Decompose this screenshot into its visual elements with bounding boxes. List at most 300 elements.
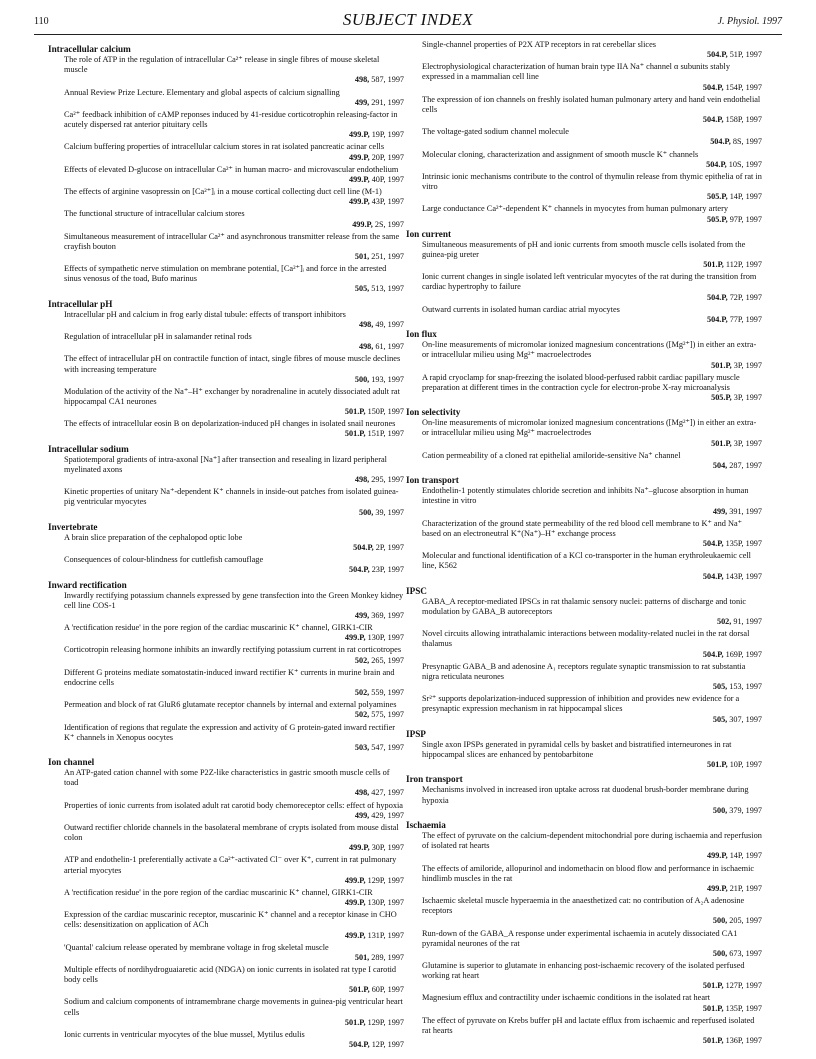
index-entry <box>64 645 404 665</box>
index-entry <box>64 187 404 207</box>
entry-page-year: 205, 1997 <box>729 916 762 926</box>
entry-reference <box>422 439 762 449</box>
entry-volume: 498, <box>358 342 374 352</box>
section-heading: IPSP <box>406 728 426 739</box>
entry-volume: 505.P, <box>707 192 728 202</box>
entry-volume: 499.P, <box>352 219 373 229</box>
index-entry <box>64 487 404 517</box>
entry-title: A 'rectification residue' in the pore region of the cardiac muscarinic K⁺ channel, GIRK1-CIR <box>64 887 373 897</box>
entry-reference <box>64 843 404 853</box>
index-entry <box>64 910 404 940</box>
entry-volume: 501.P, <box>711 438 732 448</box>
section-heading: Ion transport <box>406 475 459 486</box>
entry-volume: 499.P, <box>349 843 370 853</box>
entry-volume: 504.P, <box>707 292 728 302</box>
index-entry <box>422 40 762 60</box>
entry-volume: 499.P, <box>344 633 366 643</box>
entry-page-year: 193, 1997 <box>371 374 404 384</box>
entry-title: Novel circuits allowing intrathalamic interactions between modality-related nuclei in the rat dorsal thalamus <box>422 629 750 649</box>
entry-volume: 504.P, <box>702 571 724 581</box>
entry-reference <box>422 981 762 991</box>
entry-reference <box>64 98 404 108</box>
entry-reference <box>64 931 404 941</box>
entry-title: An ATP-gated cation channel with some P2Z-like characteristics in gastric smooth muscle cells of toad <box>64 768 390 788</box>
entry-reference <box>64 130 404 140</box>
entry-title: A rapid cryoclamp for snap-freezing the isolated blood-perfused rabbit cardiac papillary muscle preparation at different times in the contraction cycle for electron-probe X-ray microanalysis <box>422 372 740 392</box>
entry-volume: 498, <box>358 319 374 329</box>
index-entry <box>64 768 404 798</box>
entry-reference <box>64 153 404 163</box>
entry-volume: 501.P, <box>702 1003 724 1013</box>
entry-volume: 499.P, <box>349 130 370 140</box>
index-entry <box>64 88 404 108</box>
entry-volume: 501.P, <box>711 360 732 370</box>
entry-reference <box>64 688 404 698</box>
entry-volume: 504.P, <box>702 539 724 549</box>
entry-reference <box>64 342 404 352</box>
index-entry <box>422 204 762 224</box>
entry-volume: 499, <box>354 610 370 620</box>
index-entry <box>64 1030 404 1050</box>
index-entry <box>64 165 404 185</box>
entry-reference <box>422 572 762 582</box>
entry-reference <box>64 220 404 230</box>
index-entry <box>64 668 404 698</box>
entry-page-year: 3P, 1997 <box>733 360 762 370</box>
entry-page-year: 151P, 1997 <box>367 429 404 439</box>
entry-title: Properties of ionic currents from isolated adult rat carotid body chemoreceptor cells: effect of hypoxia <box>64 800 403 810</box>
entry-title: Corticotropin releasing hormone inhibits an inwardly rectifying potassium current in rat corticotropes <box>64 645 402 655</box>
entry-page-year: 143P, 1997 <box>725 571 762 581</box>
entry-page-year: 8S, 1997 <box>732 137 762 147</box>
entry-title: Ionic current changes in single isolated left ventricular myocytes of the rat during the transition from cardiac hypertrophy to failure <box>422 272 757 292</box>
entry-volume: 499, <box>712 506 728 516</box>
entry-title: Outward rectifier chloride channels in the basolateral membrane of crypts isolated from mouse distal colon <box>64 822 399 843</box>
entry-volume: 499, <box>354 810 370 820</box>
entry-reference <box>64 953 404 963</box>
entry-page-year: 39, 1997 <box>375 507 404 517</box>
entry-title: Spatiotemporal gradients of intra-axonal [Na⁺] after transection and resealing in lizard peripheral myelinated axons <box>64 454 387 474</box>
entry-title: Run-down of the GABA_A response under experimental ischaemia in acutely dissociated CA1 pyramidal neurones of the rat <box>422 928 738 948</box>
entry-title: The voltage-gated sodium channel molecule <box>422 127 569 137</box>
entry-reference <box>64 75 404 85</box>
index-entry <box>422 551 762 581</box>
index-entry <box>64 310 404 330</box>
section-heading: Invertebrate <box>48 521 98 532</box>
section-heading: Intracellular sodium <box>48 443 129 454</box>
index-entry <box>64 997 404 1027</box>
entry-volume: 499.P, <box>349 174 370 184</box>
index-entry <box>422 597 762 627</box>
index-entry <box>422 95 762 125</box>
entry-volume: 500, <box>712 948 728 958</box>
entry-reference <box>422 884 762 894</box>
entry-reference <box>422 1004 762 1014</box>
entry-reference <box>64 508 404 518</box>
entry-reference <box>64 175 404 185</box>
entry-reference <box>64 633 404 643</box>
entry-page-year: 131P, 1997 <box>367 930 404 940</box>
entry-volume: 501.P, <box>703 260 724 270</box>
entry-page-year: 287, 1997 <box>729 460 762 470</box>
entry-reference <box>64 407 404 417</box>
entry-page-year: 429, 1997 <box>371 810 404 820</box>
index-entry <box>422 127 762 147</box>
section-heading: Ion current <box>406 228 451 239</box>
entry-volume: 501.P, <box>702 981 724 991</box>
index-entry <box>64 801 404 821</box>
index-entry <box>422 418 762 448</box>
section-heading: Ion flux <box>406 329 437 340</box>
entry-volume: 504.P, <box>349 1040 370 1050</box>
entry-reference <box>64 252 404 262</box>
entry-volume: 505, <box>712 714 728 724</box>
index-entry <box>64 533 404 553</box>
entry-volume: 501.P, <box>344 429 366 439</box>
entry-page-year: 135P, 1997 <box>725 539 762 549</box>
index-entry <box>422 451 762 471</box>
entry-page-year: 10S, 1997 <box>728 159 762 169</box>
entry-title: Molecular cloning, characterization and assignment of smooth muscle K⁺ channels <box>422 149 699 159</box>
entry-page-year: 154P, 1997 <box>725 82 762 92</box>
entry-title: 'Quantal' calcium release operated by membrane voltage in frog skeletal muscle <box>64 942 329 952</box>
entry-title: Simultaneous measurements of pH and ionic currents from smooth muscle cells isolated from the guinea-pig ureter <box>422 239 746 259</box>
entry-page-year: 77P, 1997 <box>729 314 762 324</box>
left-column <box>48 40 404 1052</box>
entry-volume: 504.P, <box>702 649 724 659</box>
entry-volume: 501.P, <box>707 760 728 770</box>
entry-reference <box>64 1018 404 1028</box>
entry-title: On-line measurements of micromolar ionized magnesium concentrations ([Mg²⁺]) in either an extra- or intracellular milieu using Mg²⁺ macroelectrodes <box>422 418 757 438</box>
entry-title: Inwardly rectifying potassium channels expressed by gene transfection into the Green Monkey kidney cell line COS-1 <box>64 590 404 610</box>
entry-volume: 504.P, <box>349 565 370 575</box>
entry-page-year: 289, 1997 <box>371 952 404 962</box>
entry-volume: 500, <box>354 374 370 384</box>
entry-page-year: 61, 1997 <box>375 342 404 352</box>
index-entry <box>64 823 404 853</box>
entry-title: Molecular and functional identification of a KCl co-transporter in the human erythroleukaemic cell line, K562 <box>422 551 751 571</box>
entry-page-year: 427, 1997 <box>371 788 404 798</box>
index-entry <box>64 723 404 753</box>
entry-page-year: 30P, 1997 <box>371 843 404 853</box>
entry-reference <box>422 393 762 403</box>
entry-volume: 505, <box>712 682 728 692</box>
entry-title: The effects of arginine vasopressin on [Ca²⁺]ᵢ in a mouse cortical collecting duct cell line (M-1) <box>64 187 382 197</box>
entry-volume: 504.P, <box>707 50 728 60</box>
page-number: 110 <box>34 16 49 27</box>
entry-title: Outward currents in isolated human cardiac atrial myocytes <box>422 304 620 314</box>
entry-title: Different G proteins mediate somatostatin-induced inward rectifier K⁺ currents in murine brain and endocrine cells <box>64 667 395 687</box>
entry-title: Multiple effects of nordihydroguaiaretic acid (NDGA) on ionic currents in isolated rat type I carotid body cells <box>64 964 397 985</box>
entry-volume: 504.P, <box>702 115 724 125</box>
entry-title: The effects of amiloride, allopurinol and indomethacin on blood flow and performance in ischaemic hindlimb muscles in the rat <box>422 863 755 883</box>
entry-page-year: 49, 1997 <box>375 319 404 329</box>
index-entry <box>64 232 404 262</box>
entry-reference <box>422 83 762 93</box>
entry-title: Consequences of colour-blindness for cuttlefish camouflage <box>64 555 264 565</box>
entry-reference <box>64 475 404 485</box>
entry-reference <box>422 715 762 725</box>
entry-page-year: 130P, 1997 <box>367 898 404 908</box>
index-entry <box>422 864 762 894</box>
entry-reference <box>422 539 762 549</box>
entry-page-year: 169P, 1997 <box>725 649 762 659</box>
entry-volume: 500, <box>712 805 728 815</box>
entry-reference <box>64 565 404 575</box>
entry-page-year: 547, 1997 <box>371 742 404 752</box>
entry-page-year: 587, 1997 <box>371 75 404 85</box>
index-entry <box>64 110 404 140</box>
entry-volume: 505.P, <box>707 214 728 224</box>
index-entry <box>422 896 762 926</box>
entry-page-year: 23P, 1997 <box>371 565 404 575</box>
index-entry <box>422 62 762 92</box>
index-entry <box>422 486 762 516</box>
index-entry <box>64 387 404 417</box>
entry-volume: 499.P, <box>707 883 728 893</box>
entry-volume: 505, <box>354 284 370 294</box>
index-entry <box>64 455 404 485</box>
entry-title: Annual Review Prize Lecture. Elementary and global aspects of calcium signalling <box>64 87 340 97</box>
entry-page-year: 150P, 1997 <box>367 407 404 417</box>
entry-reference <box>422 361 762 371</box>
entry-page-year: 130P, 1997 <box>367 633 404 643</box>
entry-page-year: 251, 1997 <box>371 251 404 261</box>
entry-title: Single-channel properties of P2X ATP receptors in rat cerebellar slices <box>422 40 657 49</box>
entry-page-year: 60P, 1997 <box>371 985 404 995</box>
entry-reference <box>64 429 404 439</box>
index-entry <box>64 855 404 885</box>
entry-title: Endothelin-1 potently stimulates chloride secretion and inhibits Na⁺–glucose absorption in human intestine in vitro <box>422 486 749 506</box>
entry-reference <box>64 985 404 995</box>
section-heading: Intracellular calcium <box>48 44 131 54</box>
index-entry <box>422 662 762 692</box>
entry-title: Modulation of the activity of the Na⁺–H⁺ exchanger by noradrenaline in acutely dissociated adult rat hippocampal CA1 neurones <box>64 386 400 406</box>
entry-reference <box>64 320 404 330</box>
entry-page-year: 51P, 1997 <box>729 50 762 60</box>
section-heading: Ion selectivity <box>406 407 461 418</box>
entry-title: Simultaneous measurement of intracellular Ca²⁺ and asynchronous transmitter release from the same crayfish bouton <box>64 231 400 251</box>
index-entry <box>422 629 762 659</box>
entry-title: Single axon IPSPs generated in pyramidal cells by basket and bistratified interneurones in rat hippocampal slices are enhanced by pentobarbitone <box>422 739 732 759</box>
index-entry <box>64 354 404 384</box>
entry-reference <box>64 197 404 207</box>
entry-reference <box>422 916 762 926</box>
entry-title: The role of ATP in the regulation of intracellular Ca²⁺ release in single fibres of mouse skeletal muscle <box>64 55 380 75</box>
entry-volume: 499.P, <box>344 898 366 908</box>
entry-reference <box>64 743 404 753</box>
entry-volume: 499.P, <box>349 197 370 207</box>
entry-page-year: 3P, 1997 <box>733 393 762 402</box>
index-entry <box>422 929 762 959</box>
entry-reference <box>422 461 762 471</box>
entry-title: Calcium buffering properties of intracellular calcium stores in rat isolated pancreatic acinar cells <box>64 142 385 152</box>
entry-reference <box>64 284 404 294</box>
entry-page-year: 112P, 1997 <box>725 260 762 270</box>
entry-volume: 499.P, <box>344 875 366 885</box>
entry-volume: 500, <box>712 916 728 926</box>
entry-volume: 504.P, <box>353 543 374 553</box>
entry-title: Cation permeability of a cloned rat epithelial amiloride-sensitive Na⁺ channel <box>422 450 681 460</box>
entry-page-year: 97P, 1997 <box>729 214 762 224</box>
entry-title: The effect of pyruvate on Krebs buffer pH and lactate efflux from ischaemic and reperfused isolated rat hearts <box>422 1015 755 1035</box>
entry-volume: 504.P, <box>706 159 727 169</box>
entry-page-year: 673, 1997 <box>729 948 762 958</box>
entry-title: Glutamine is superior to glutamate in enhancing post-ischaemic recovery of the isolated perfused working rat heart <box>422 960 745 981</box>
entry-page-year: 575, 1997 <box>371 710 404 720</box>
entry-reference <box>422 115 762 125</box>
section-heading: Ischaemia <box>406 819 446 830</box>
entry-reference <box>64 656 404 666</box>
entry-volume: 502, <box>354 710 370 720</box>
entry-volume: 502, <box>716 617 732 627</box>
index-entry <box>422 785 762 815</box>
entry-volume: 498, <box>354 788 370 798</box>
entry-reference <box>422 215 762 225</box>
entry-reference <box>64 788 404 798</box>
entry-volume: 499.P, <box>344 930 366 940</box>
index-entry <box>422 340 762 370</box>
section-heading: Iron transport <box>406 774 463 785</box>
index-entry <box>422 694 762 724</box>
right-column <box>406 40 762 1048</box>
entry-page-year: 127P, 1997 <box>725 981 762 991</box>
entry-volume: 505.P, <box>711 393 732 402</box>
entry-page-year: 43P, 1997 <box>371 197 404 207</box>
entry-reference <box>422 949 762 959</box>
entry-volume: 501.P, <box>344 407 366 417</box>
entry-title: GABA_A receptor-mediated IPSCs in rat thalamic sensory nuclei: patterns of discharge and tonic modulation by GABA_B autoreceptors <box>422 596 747 616</box>
index-entry <box>422 740 762 770</box>
entry-title: Ischaemic skeletal muscle hyperaemia in the anaesthetized cat: no contribution of A₂A adenosine receptors <box>422 896 745 916</box>
entry-title: A brain slice preparation of the cephalopod optic lobe <box>64 532 243 542</box>
journal-name: J. Physiol. 1997 <box>717 16 782 27</box>
entry-page-year: 158P, 1997 <box>725 115 762 125</box>
entry-volume: 501, <box>354 952 370 962</box>
index-entry <box>64 555 404 575</box>
entry-title: Magnesium efflux and contractility under ischaemic conditions in the isolated rat heart <box>422 993 711 1003</box>
entry-title: Electrophysiological characterization of human brain type IIA Na⁺ channel α subunits stably expressed in a mammalian cell line <box>422 62 731 82</box>
entry-title: Characterization of the ground state permeability of the red blood cell membrane to K⁺ and Na⁺ based on an electroneutral K⁺(Na⁺)–H⁺ exchange process <box>422 518 743 538</box>
entry-reference <box>64 898 404 908</box>
entry-title: Intracellular pH and calcium in frog early distal tubule: effects of transport inhibitors <box>64 309 346 319</box>
entry-reference <box>64 375 404 385</box>
entry-page-year: 369, 1997 <box>371 610 404 620</box>
entry-title: The functional structure of intracellular calcium stores <box>64 209 245 219</box>
entry-volume: 501, <box>354 251 370 261</box>
entry-volume: 499, <box>354 97 370 107</box>
index-entry <box>64 591 404 621</box>
entry-reference <box>422 760 762 770</box>
entry-page-year: 513, 1997 <box>371 284 404 294</box>
index-entry <box>422 240 762 270</box>
entry-volume: 501.P, <box>344 1017 366 1027</box>
index-entry <box>422 150 762 170</box>
entry-page-year: 91, 1997 <box>733 617 762 627</box>
index-entry <box>64 332 404 352</box>
entry-title: On-line measurements of micromolar ionized magnesium concentrations ([Mg²⁺]) in either an extra- or intracellular milieu using Mg²⁺ macroelectrodes <box>422 340 757 360</box>
entry-page-year: 72P, 1997 <box>729 292 762 302</box>
entry-volume: 498, <box>354 75 370 85</box>
entry-title: Large conductance Ca²⁺-dependent K⁺ channels in myocytes from human pulmonary artery <box>422 204 728 214</box>
index-entry <box>64 419 404 439</box>
entry-title: Expression of the cardiac muscarinic receptor, muscarinic K⁺ channel and a receptor kinase in CHO cells: desensitization on application of ACh <box>64 910 397 930</box>
entry-reference <box>422 1036 762 1046</box>
entry-reference <box>422 293 762 303</box>
entry-volume: 504, <box>712 460 728 470</box>
entry-reference <box>422 507 762 517</box>
entry-title: ATP and endothelin-1 preferentially activate a Ca²⁺-activated Cl⁻ over K⁺, current in rat pulmonary arterial myocytes <box>64 855 397 875</box>
entry-page-year: 10P, 1997 <box>729 760 762 770</box>
entry-volume: 502, <box>354 655 370 665</box>
entry-reference <box>422 806 762 816</box>
entry-title: Effects of sympathetic nerve stimulation on membrane potential, [Ca²⁺]ᵢ and force in the arrested sinus venosus of the toad, Bufo marinus <box>64 264 387 284</box>
index-entry <box>422 1016 762 1046</box>
entry-reference <box>64 710 404 720</box>
index-entry <box>64 264 404 294</box>
section-heading: Ion channel <box>48 757 95 767</box>
index-entry <box>422 172 762 202</box>
entry-title: Intrinsic ionic mechanisms contribute to the control of thymulin release from thymic epithelia of rat in vitro <box>422 171 762 192</box>
index-entry <box>64 55 404 85</box>
entry-page-year: 291, 1997 <box>371 97 404 107</box>
entry-reference <box>422 137 762 147</box>
entry-page-year: 391, 1997 <box>729 506 762 516</box>
entry-page-year: 307, 1997 <box>729 714 762 724</box>
section-heading: Inward rectification <box>48 579 127 590</box>
header-rule <box>34 34 782 35</box>
entry-reference <box>422 260 762 270</box>
entry-title: Sodium and calcium components of intramembrane charge movements in guinea-pig ventricular heart cells <box>64 997 403 1017</box>
entry-page-year: 40P, 1997 <box>371 174 404 184</box>
entry-page-year: 20P, 1997 <box>371 152 404 162</box>
index-entry <box>422 272 762 302</box>
entry-page-year: 19P, 1997 <box>371 130 404 140</box>
index-entry <box>64 623 404 643</box>
entry-page-year: 265, 1997 <box>371 655 404 665</box>
index-entry <box>64 943 404 963</box>
entry-title: The effects of intracellular eosin B on depolarization-induced pH changes in isolated snail neurones <box>64 419 396 429</box>
entry-reference <box>64 611 404 621</box>
entry-volume: 500, <box>358 507 374 517</box>
index-entry <box>64 965 404 995</box>
entry-reference <box>422 682 762 692</box>
entry-volume: 504.P, <box>710 137 731 147</box>
index-entry <box>64 888 404 908</box>
entry-title: Kinetic properties of unitary Na⁺-dependent K⁺ channels in inside-out patches from isolated guinea-pig ventricular myocytes <box>64 487 399 507</box>
entry-reference <box>64 543 404 553</box>
entry-volume: 503, <box>354 742 370 752</box>
entry-title: Sr²⁺ supports depolarization-induced suppression of inhibition and provides new evidence for a presynaptic expression mechanism in rat hippocampal slices <box>422 694 740 714</box>
entry-reference <box>422 650 762 660</box>
entry-title: Permeation and block of rat GluR6 glutamate receptor channels by internal and external polyamines <box>64 700 397 710</box>
entry-title: The effect of intracellular pH on contractile function of intact, single fibres of mouse muscle declines with increasing temperature <box>64 354 401 374</box>
entry-volume: 504.P, <box>707 314 728 324</box>
entry-page-year: 12P, 1997 <box>371 1040 404 1050</box>
entry-reference <box>422 851 762 861</box>
page-title: SUBJECT INDEX <box>342 10 474 29</box>
index-entry <box>64 209 404 229</box>
index-entry <box>422 373 762 403</box>
entry-title: Ca²⁺ feedback inhibition of cAMP reponses induced by 41-residue corticotrophin releasing-factor in acutely dispersed rat anterior pituitary cells <box>64 109 398 130</box>
entry-volume: 499.P, <box>349 152 370 162</box>
index-entry <box>422 305 762 325</box>
entry-page-year: 14P, 1997 <box>729 851 762 861</box>
entry-reference <box>422 160 762 170</box>
section-heading: IPSC <box>406 585 427 596</box>
entry-page-year: 2S, 1997 <box>374 219 404 229</box>
index-entry <box>64 142 404 162</box>
